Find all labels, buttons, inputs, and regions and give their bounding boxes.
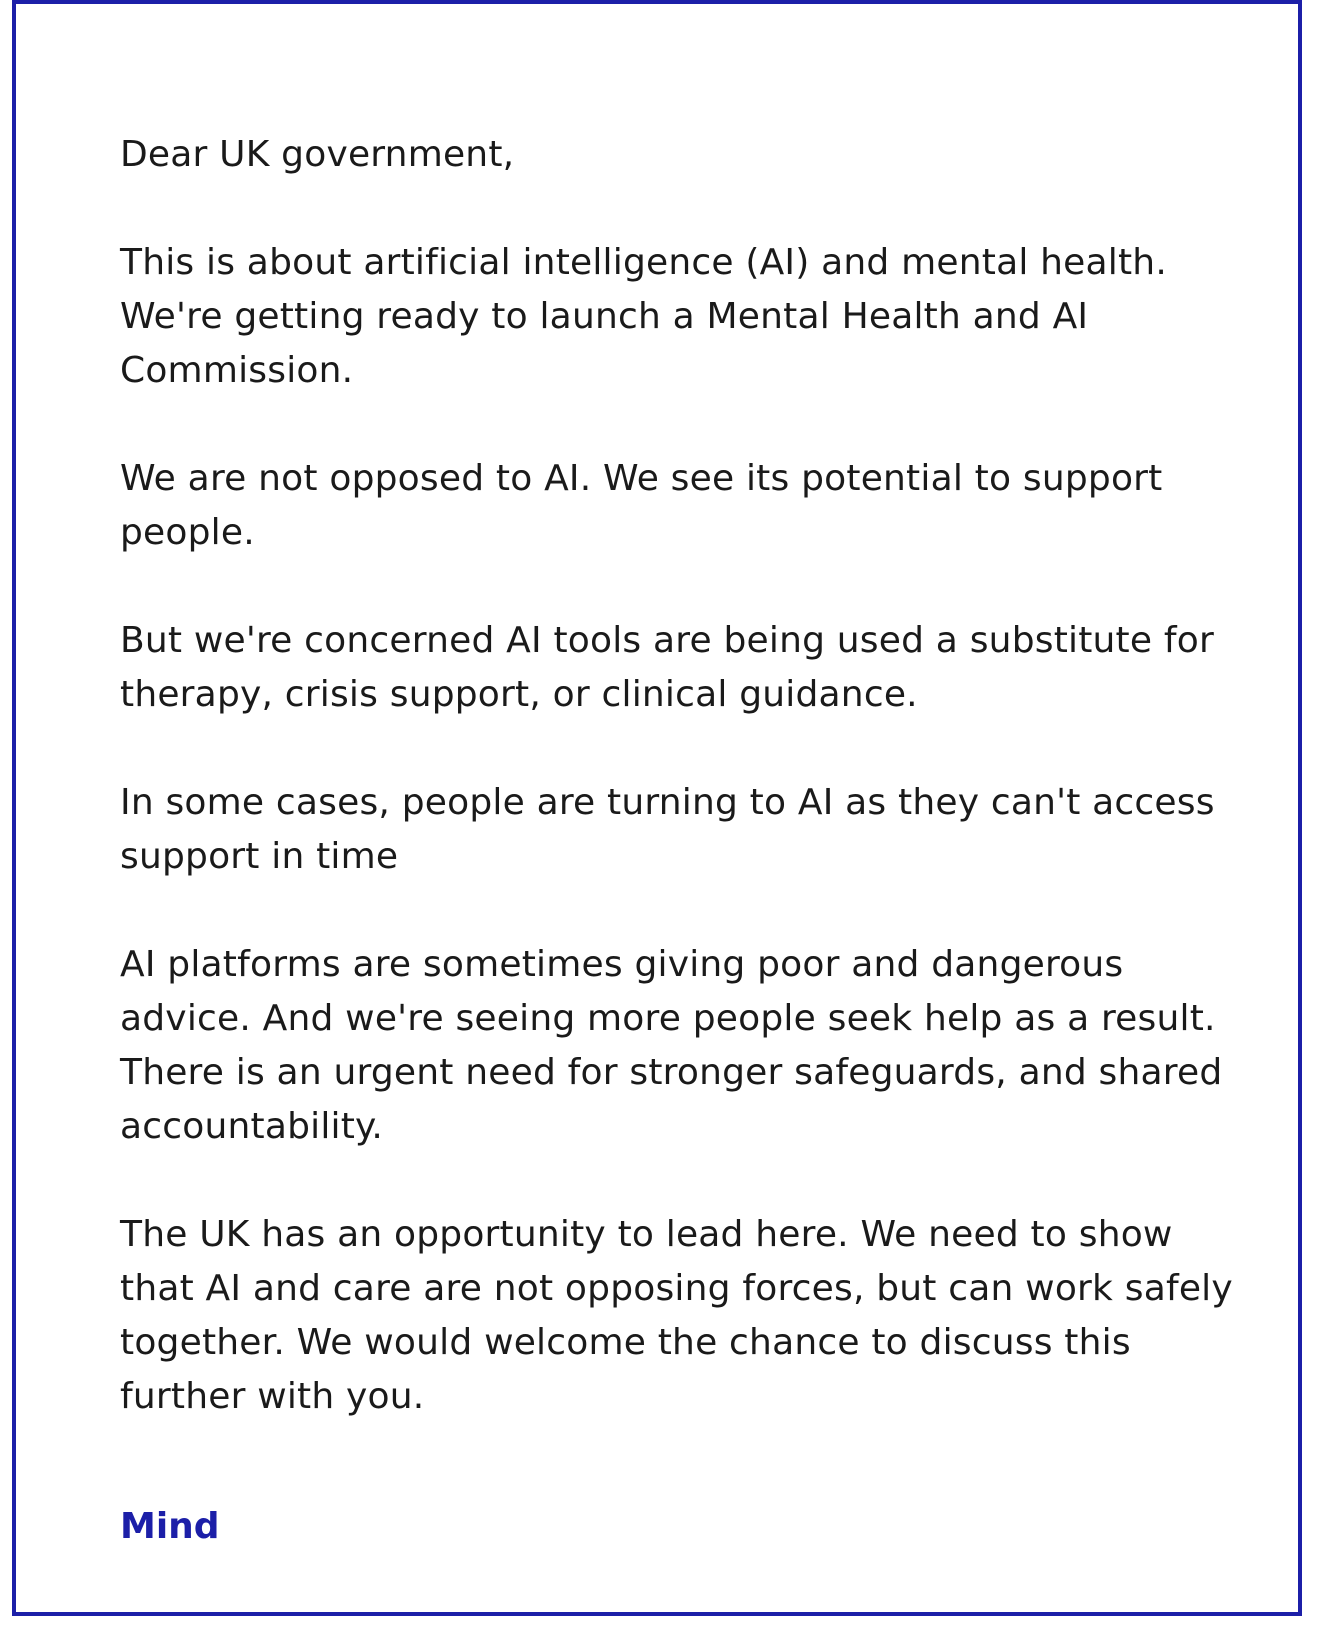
- paragraph-5: [120, 938, 1240, 1154]
- paragraph-line: The UK has an opportunity to lead here. We need to show: [120, 1214, 1173, 1255]
- paragraph-line: together. We would welcome the chance to discuss this: [120, 1322, 1131, 1363]
- paragraph-line: support in time: [120, 836, 399, 877]
- paragraph-2: [120, 452, 1240, 560]
- paragraph-line: people.: [120, 512, 255, 553]
- paragraph-line: AI platforms are sometimes giving poor and dangerous: [120, 944, 1124, 985]
- paragraph-line: In some cases, people are turning to AI as they can't access: [120, 782, 1215, 823]
- paragraph-line: Commission.: [120, 350, 354, 391]
- paragraph-1: [120, 236, 1240, 398]
- paragraph-line: We're getting ready to launch a Mental Health and AI: [120, 296, 1089, 337]
- salutation-text: Dear UK government,: [120, 134, 515, 175]
- paragraph-line: that AI and care are not opposing forces, but can work safely: [120, 1268, 1233, 1309]
- paragraph-line: therapy, crisis support, or clinical guidance.: [120, 674, 918, 715]
- paragraph-line: But we're concerned AI tools are being used a substitute for: [120, 620, 1214, 661]
- paragraph-line: advice. And we're seeing more people seek help as a result.: [120, 998, 1216, 1039]
- paragraph-line: There is an urgent need for stronger safeguards, and shared: [120, 1052, 1223, 1093]
- paragraph-4: [120, 776, 1240, 884]
- paragraph-line: We are not opposed to AI. We see its potential to support: [120, 458, 1163, 499]
- salutation: [120, 128, 1240, 182]
- paragraph-line: This is about artificial intelligence (AI) and mental health.: [120, 242, 1167, 283]
- paragraph-3: [120, 614, 1240, 722]
- paragraph-line: accountability.: [120, 1106, 384, 1147]
- signature: Mind: [120, 1506, 220, 1547]
- paragraph-6: [120, 1208, 1240, 1424]
- paragraph-line: further with you.: [120, 1376, 425, 1417]
- letter-body: [120, 128, 1240, 1478]
